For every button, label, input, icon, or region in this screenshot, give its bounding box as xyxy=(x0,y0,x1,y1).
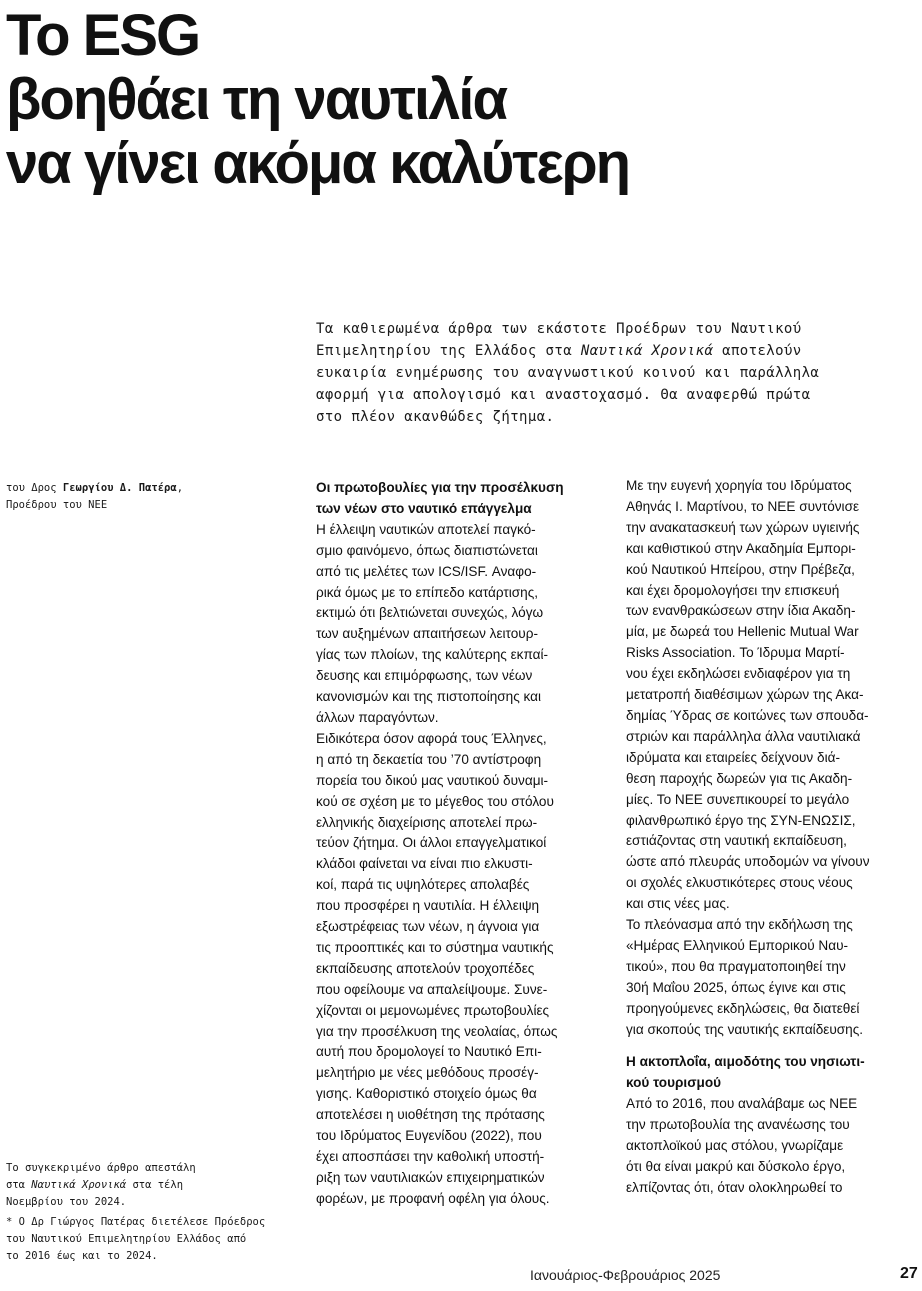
body-line: τεύον ζήτημα. Οι άλλοι επαγγελματικοί xyxy=(316,835,547,851)
body-line: ώστε από πλευράς υποδομών να γίνουν xyxy=(626,854,870,870)
body-line: στριών και παράλληλα άλλα ναυτιλιακά xyxy=(626,728,861,744)
body-line: Ειδικότερα όσον αφορά τους Έλληνες, xyxy=(316,730,547,746)
note-line xyxy=(6,1177,296,1194)
body-line: των ενανθρακώσεων στην ίδια Ακαδη- xyxy=(626,603,856,619)
body-line: ριξη των ναυτιλιακών επιχειρηματικών xyxy=(316,1169,545,1185)
body-line: εκτιμώ ότι βελτιώνεται συνεχώς, λόγω xyxy=(316,605,544,621)
body-line: γισης. Καθοριστικό στοιχείο όμως θα xyxy=(316,1086,537,1102)
section-heading: Οι πρωτοβουλίες για την προσέλκυση xyxy=(316,480,564,495)
body-line: αυτή που δρομολογεί το Ναυτικό Επι- xyxy=(316,1044,542,1060)
body-line: κού Ναυτικού Ηπείρου, στην Πρέβεζα, xyxy=(626,561,855,577)
byline xyxy=(6,480,296,514)
body-line: δευσης και επιμόρφωσης, των νέων xyxy=(316,668,533,684)
lede-line: αφορμή για απολογισμό και αναστοχασμό. Θα αναφερθώ πρώτα xyxy=(316,387,811,403)
body-line: σμιο φαινόμενο, όπως διαπιστώνεται xyxy=(316,542,538,558)
body-line: που οφείλουμε να απαλείψουμε. Συνε- xyxy=(316,981,548,997)
body-line: «Ημέρας Ελληνικού Εμπορικού Ναυ- xyxy=(626,937,849,953)
lede-text: Επιμελητηρίου της Ελλάδος στα xyxy=(316,343,581,359)
submission-note xyxy=(6,1160,296,1211)
body-line: που προσφέρει η ναυτιλία. Η έλλειψη xyxy=(316,898,540,914)
byline-author-line xyxy=(6,480,296,497)
body-line: ακτοπλοϊκού μας στόλου, γνωρίζαμε xyxy=(626,1138,844,1154)
body-line: Η έλλειψη ναυτικών αποτελεί παγκό- xyxy=(316,521,536,537)
lede-line: Τα καθιερωμένα άρθρα των εκάστοτε Προέδρων του Ναυτικού xyxy=(316,321,802,337)
section-heading: των νέων στο ναυτικό επάγγελμα xyxy=(316,500,532,516)
body-line: ιδρύματα και εταιρείες δείχνουν διά- xyxy=(626,749,840,765)
note-line: Νοεμβρίου του 2024. xyxy=(6,1196,127,1208)
body-line: για σκοπούς της ναυτικής εκπαίδευσης. xyxy=(626,1021,864,1037)
footnote-line: του Ναυτικού Επιμελητηρίου Ελλάδος από xyxy=(6,1233,247,1245)
body-line: αποτελέσει η υιοθέτηση της πρότασης xyxy=(316,1107,545,1123)
body-line: ότι θα είναι μακρύ και δύσκολο έργο, xyxy=(626,1159,846,1174)
section-spacer xyxy=(626,1040,918,1052)
body-line: και στις νέες μας. xyxy=(626,896,730,912)
body-line: χίζονται οι μεμονωμένες πρωτοβουλίες xyxy=(316,1002,550,1018)
section-heading: Η ακτοπλοΐα, αιμοδότης του νησιωτι- xyxy=(626,1054,865,1070)
body-line: κοί, παρά τις υψηλότερες απολαβές xyxy=(316,877,530,893)
body-line: μελητήριο με νέες μεθόδους προσέγ- xyxy=(316,1065,539,1081)
lede-line: στο πλέον ακανθώδες ζήτημα. xyxy=(316,409,555,425)
body-line: πορεία του δικού μας ναυτικού δυναμι- xyxy=(316,772,549,788)
body-line: μετατροπή διαθέσιμων χώρων της Ακα- xyxy=(626,687,864,703)
body-line: για την προσέλκυση της νεολαίας, όπως xyxy=(316,1023,558,1039)
body-line: εξωστρέφειας των νέων, η άγνοια για xyxy=(316,919,540,935)
body-line: φορέων, με προφανή οφέλη για όλους. xyxy=(316,1190,550,1206)
body-line: και έχει δρομολογήσει την επισκευή xyxy=(626,582,840,598)
lede-line xyxy=(316,340,922,362)
body-line: προηγούμενες εκδηλώσεις, θα διατεθεί xyxy=(626,1000,860,1016)
body-line: γίας των πλοίων, της καλύτερης εκπαί- xyxy=(316,647,549,663)
magazine-title: Ναυτικά Χρονικά xyxy=(31,1179,127,1191)
page-number: 27 xyxy=(900,1265,918,1282)
body-line: Με την ευγενή χορηγία του Ιδρύματος xyxy=(626,478,852,493)
body-line: θεση παροχής δωρεών για τις Ακαδη- xyxy=(626,770,853,786)
footnote-line: * Ο Δρ Γιώργος Πατέρας διετέλεσε Πρόεδρος xyxy=(6,1216,266,1228)
body-line: Το πλεόνασμα από την εκδήλωση της xyxy=(626,917,853,933)
issue-date: Ιανουάριος-Φεβρουάριος 2025 xyxy=(530,1267,721,1283)
body-line: κλάδοι φαίνεται να είναι πιο ελκυστι- xyxy=(316,856,533,872)
note-line: Το συγκεκριμένο άρθρο απεστάλη xyxy=(6,1162,196,1174)
article-column-2 xyxy=(626,476,918,1199)
headline-line: Το ESG xyxy=(6,3,200,68)
lede-text: αποτελούν xyxy=(713,343,802,359)
body-line: ελπίζοντας ότι, όταν ολοκληρωθεί το xyxy=(626,1179,843,1195)
headline-line: βοηθάει τη ναυτιλία xyxy=(6,67,507,132)
body-line: την πρωτοβουλία της ανανέωσης του xyxy=(626,1117,850,1133)
body-line: Risks Association. Το Ίδρυμα Μαρτί- xyxy=(626,645,845,661)
body-line: άλλων παραγόντων. xyxy=(316,709,439,725)
body-line: μία, με δωρεά του Hellenic Mutual War xyxy=(626,624,859,640)
body-line: οι σχολές ελκυστικότερες στους νέους xyxy=(626,875,853,891)
body-line: φιλανθρωπικό έργο της ΣΥΝ-ΕΝΩΣΙΣ, xyxy=(626,812,856,828)
body-line: έχει αποσπάσει την καθολική υποστή- xyxy=(316,1149,545,1164)
body-line: των αυξημένων απαιτήσεων λειτουρ- xyxy=(316,626,538,642)
article-headline xyxy=(6,4,906,196)
body-line: 30ή Μαΐου 2025, όπως έγινε και στις xyxy=(626,979,846,995)
author-name: Γεωργίου Δ. Πατέρα xyxy=(62,482,177,494)
body-line: Από το 2016, που αναλάβαμε ως ΝΕΕ xyxy=(626,1096,858,1112)
lede-line: ευκαιρία ενημέρωσης του αναγνωστικού κοινού και παράλληλα xyxy=(316,365,820,381)
body-line: εστιάζοντας στη ναυτική εκπαίδευση, xyxy=(626,833,847,849)
body-line: η από τη δεκαετία του ’70 αντίστροφη xyxy=(316,751,542,767)
body-line: την ανακατασκευή των χώρων υγιεινής xyxy=(626,519,860,535)
section-heading: κού τουρισμού xyxy=(626,1075,722,1091)
article-lede xyxy=(316,318,922,428)
body-line: του Ιδρύματος Ευγενίδου (2022), που xyxy=(316,1128,542,1144)
author-footnote xyxy=(6,1214,296,1265)
body-line: εκπαίδευσης αποτελούν τροχοπέδες xyxy=(316,960,535,976)
footnote-line: το 2016 έως και το 2024. xyxy=(6,1250,158,1262)
body-line: ελληνικής διαχείρισης αποτελεί πρω- xyxy=(316,814,538,830)
note-text: στα xyxy=(6,1179,32,1191)
article-column-1 xyxy=(316,478,608,1210)
magazine-title: Ναυτικά Χρονικά xyxy=(580,343,714,359)
headline-line: να γίνει ακόμα καλύτερη xyxy=(6,131,630,196)
body-line: μίες. Το ΝΕΕ συνεπικουρεί το μεγάλο xyxy=(626,791,850,807)
body-line: κού σε σχέση με το μέγεθος του στόλου xyxy=(316,793,554,809)
body-line: νου έχει εκδηλώσει ενδιαφέρον για τη xyxy=(626,666,851,682)
author-role: Προέδρου του ΝΕΕ xyxy=(6,499,108,511)
note-text: στα τέλη xyxy=(126,1179,184,1191)
byline-suffix: , xyxy=(176,482,184,494)
body-line: δημίας Ύδρας σε κοιτώνες των σπουδα- xyxy=(626,707,869,723)
body-line: και καθιστικού στην Ακαδημία Εμπορι- xyxy=(626,540,856,556)
byline-prefix: του Δρος xyxy=(6,482,63,494)
body-line: από τις μελέτες των ICS/ISF. Αναφο- xyxy=(316,563,537,579)
body-line: κανονισμών και της πιστοποίησης και xyxy=(316,689,542,705)
body-line: ρικά όμως με το επίπεδο κατάρτισης, xyxy=(316,584,539,600)
body-line: Αθηνάς Ι. Μαρτίνου, το ΝΕΕ συντόνισε xyxy=(626,498,860,514)
body-line: τικού», που θα πραγματοποιηθεί την xyxy=(626,958,846,974)
body-line: τις προοπτικές και το σύστημα ναυτικής xyxy=(316,939,554,955)
